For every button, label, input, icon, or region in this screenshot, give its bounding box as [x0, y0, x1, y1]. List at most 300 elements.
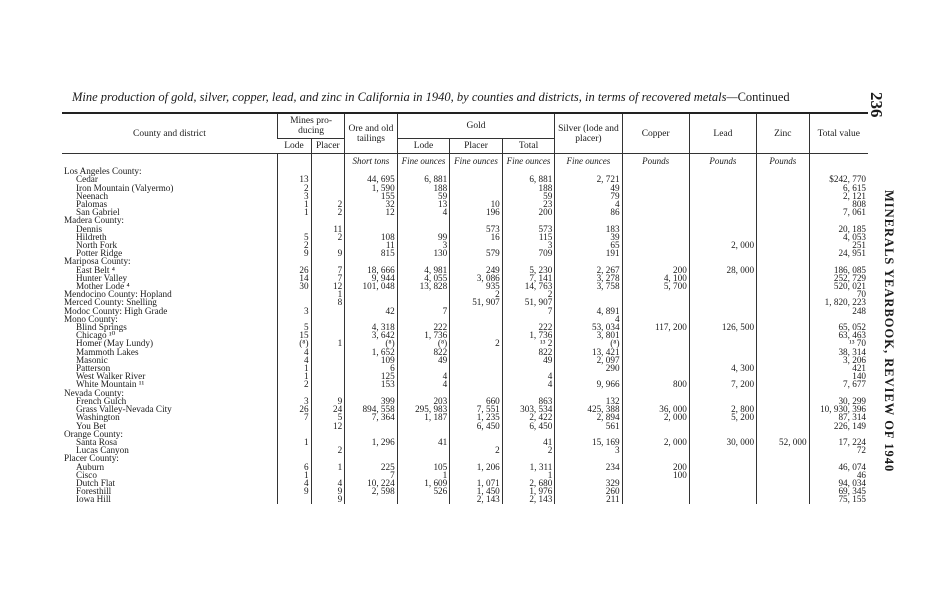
header-silver: Silver (lode and placer)	[555, 113, 622, 154]
table-cell: 709	[502, 249, 555, 257]
table-cell	[622, 298, 689, 306]
table-cell	[757, 298, 810, 306]
table-cell	[757, 479, 810, 487]
table-cell: 2	[311, 208, 345, 216]
table-cell: 303, 534	[502, 405, 555, 413]
table-cell: 10, 224	[345, 479, 398, 487]
table-cell	[397, 364, 450, 372]
table-cell: 660	[450, 397, 503, 405]
table-cell: 290	[555, 364, 622, 372]
table-cell: 28, 000	[689, 266, 756, 274]
table-cell: 561	[555, 422, 622, 430]
table-cell: 16	[450, 233, 503, 241]
table-cell: 26	[277, 405, 311, 413]
table-cell	[757, 339, 810, 347]
table-cell: 1	[311, 339, 345, 347]
table-cell: 3	[555, 446, 622, 454]
table-cell: 42	[345, 307, 398, 315]
table-cell: 41	[397, 438, 450, 446]
table-cell: 2	[450, 339, 503, 347]
table-cell	[689, 225, 756, 233]
table-cell	[622, 307, 689, 315]
table-cell: 3	[277, 307, 311, 315]
table-cell	[689, 192, 756, 200]
table-cell: 203	[397, 397, 450, 405]
table-cell: 188	[397, 184, 450, 192]
table-cell: 46, 074	[809, 463, 868, 471]
table-cell: 69, 345	[809, 487, 868, 495]
unit-cell: Fine ounces	[397, 154, 450, 168]
table-cell	[345, 446, 398, 454]
table-cell: 3	[277, 397, 311, 405]
table-cell: 9	[311, 249, 345, 257]
table-cell	[689, 167, 756, 175]
unit-cell: Pounds	[622, 154, 689, 168]
table-cell	[622, 495, 689, 503]
table-cell	[757, 446, 810, 454]
table-cell: 7	[311, 266, 345, 274]
table-cell	[345, 290, 398, 298]
table-cell: 225	[345, 463, 398, 471]
table-cell: 12	[311, 422, 345, 430]
table-cell: 12	[311, 282, 345, 290]
table-cell: 101, 048	[345, 282, 398, 290]
table-cell: 4	[397, 208, 450, 216]
table-row	[62, 225, 868, 233]
table-cell: 6, 450	[450, 422, 503, 430]
table-cell	[622, 479, 689, 487]
table-cell: 200	[502, 208, 555, 216]
table-cell: 18, 666	[345, 266, 398, 274]
table-cell	[450, 307, 503, 315]
table-cell: 2, 721	[555, 175, 622, 183]
table-cell: 24, 951	[809, 249, 868, 257]
table-cell: 30, 000	[689, 438, 756, 446]
table-cell: 808	[809, 200, 868, 208]
table-cell	[450, 315, 503, 323]
table-cell: 3, 086	[450, 274, 503, 282]
table-cell	[757, 454, 810, 462]
table-row	[62, 184, 868, 192]
table-cell: 13	[277, 175, 311, 183]
table-cell	[311, 380, 345, 388]
table-cell	[622, 348, 689, 356]
table-cell	[622, 446, 689, 454]
table-cell: 5, 200	[689, 413, 756, 421]
table-cell	[689, 422, 756, 430]
table-cell: 4	[555, 200, 622, 208]
table-cell: 4	[502, 380, 555, 388]
table-cell: 1	[311, 290, 345, 298]
table-cell	[622, 331, 689, 339]
table-cell	[397, 446, 450, 454]
table-cell: 13	[397, 200, 450, 208]
table-cell	[277, 422, 311, 430]
table-row	[62, 274, 868, 282]
table-cell: 1, 609	[397, 479, 450, 487]
table-cell	[622, 208, 689, 216]
table-cell: 9	[277, 487, 311, 495]
table-cell	[450, 372, 503, 380]
table-cell: 99	[397, 233, 450, 241]
table-cell: 2, 000	[622, 413, 689, 421]
district-name: Washington	[76, 412, 120, 423]
table-cell	[689, 282, 756, 290]
table-cell: 125	[345, 372, 398, 380]
table-cell	[757, 495, 810, 503]
header-gold-total: Total	[502, 139, 555, 154]
table-cell: 14, 763	[502, 282, 555, 290]
table-cell: 4	[311, 479, 345, 487]
table-cell: 14	[277, 274, 311, 282]
table-cell: 1, 235	[450, 413, 503, 421]
district-name: Hunter Valley	[76, 272, 128, 283]
table-cell: 4	[277, 479, 311, 487]
table-cell: 1, 736	[397, 331, 450, 339]
table-cell	[689, 216, 756, 224]
table-cell: 155	[345, 192, 398, 200]
district-name: Masonic	[76, 354, 108, 365]
table-cell: 4	[397, 372, 450, 380]
table-row	[62, 446, 868, 454]
table-cell	[757, 323, 810, 331]
table-cell: 1, 736	[502, 331, 555, 339]
table-cell	[689, 290, 756, 298]
district-name: Mendocino County: Hopland	[64, 289, 172, 300]
table-cell: 30, 299	[809, 397, 868, 405]
table-cell	[757, 167, 810, 175]
table-cell: $242, 770	[809, 175, 868, 183]
district-name: Modoc County: High Grade	[64, 305, 168, 316]
district-name: Patterson	[76, 363, 111, 374]
table-row	[62, 348, 868, 356]
table-cell	[311, 167, 345, 175]
table-cell	[311, 348, 345, 356]
table-cell: 5	[311, 413, 345, 421]
table-cell	[757, 405, 810, 413]
table-cell: 3	[277, 192, 311, 200]
table-cell: 7, 141	[502, 274, 555, 282]
table-cell	[757, 487, 810, 495]
table-cell: 1	[277, 372, 311, 380]
table-cell: 2, 000	[689, 241, 756, 249]
table-cell	[757, 307, 810, 315]
units-row	[62, 154, 868, 168]
table-row	[62, 282, 868, 290]
table-cell: 49	[397, 356, 450, 364]
table-cell	[757, 184, 810, 192]
table-cell: ¹³ 70	[809, 339, 868, 347]
table-cell: 1, 450	[450, 487, 503, 495]
table-cell	[277, 290, 311, 298]
table-cell	[757, 315, 810, 323]
table-row	[62, 298, 868, 306]
table-cell: 2	[277, 184, 311, 192]
table-cell	[622, 422, 689, 430]
table-cell	[311, 323, 345, 331]
district-name: Potter Ridge	[76, 248, 123, 259]
table-cell	[757, 266, 810, 274]
table-cell: 1	[397, 471, 450, 479]
table-cell: 13, 421	[555, 348, 622, 356]
table-cell: 65	[555, 241, 622, 249]
table-cell: 329	[555, 479, 622, 487]
table-cell	[689, 339, 756, 347]
table-cell	[757, 290, 810, 298]
table-cell: 126, 500	[689, 323, 756, 331]
table-cell: 3, 642	[345, 331, 398, 339]
table-cell: 4	[277, 356, 311, 364]
table-cell: 52, 000	[757, 438, 810, 446]
table-cell: 4, 055	[397, 274, 450, 282]
table-cell	[689, 184, 756, 192]
table-cell	[689, 298, 756, 306]
table-cell: 1	[277, 471, 311, 479]
table-cell: 6, 450	[502, 422, 555, 430]
table-cell	[622, 216, 689, 224]
table-cell	[397, 495, 450, 503]
table-cell: 222	[502, 323, 555, 331]
table-cell	[689, 200, 756, 208]
table-row	[62, 216, 868, 224]
table-row	[62, 495, 868, 503]
table-cell	[311, 184, 345, 192]
table-cell: 11	[311, 225, 345, 233]
table-cell: 26	[277, 266, 311, 274]
table-cell: 87, 314	[809, 413, 868, 421]
table-cell: 10, 930, 396	[809, 405, 868, 413]
table-row	[62, 487, 868, 495]
district-name: White Mountain ¹¹	[76, 379, 145, 390]
table-row	[62, 249, 868, 257]
table-cell	[450, 430, 503, 438]
district-name: Iron Mountain (Valyermo)	[76, 182, 174, 193]
table-cell: 9	[311, 495, 345, 503]
table-cell: 1, 296	[345, 438, 398, 446]
table-cell: 4, 053	[809, 233, 868, 241]
table-cell	[277, 446, 311, 454]
table-cell: 132	[555, 397, 622, 405]
table-cell: 2, 894	[555, 413, 622, 421]
table-cell: 51, 907	[502, 298, 555, 306]
table-cell: 12	[345, 208, 398, 216]
table-row	[62, 192, 868, 200]
table-cell: 3, 801	[555, 331, 622, 339]
table-cell	[757, 175, 810, 183]
district-name: San Gabriel	[76, 207, 120, 218]
unit-cell: Pounds	[689, 154, 756, 168]
table-cell	[311, 356, 345, 364]
table-row	[62, 200, 868, 208]
table-cell: 6	[277, 463, 311, 471]
table-cell: 7, 551	[450, 405, 503, 413]
table-cell: 4, 891	[555, 307, 622, 315]
district-name: Auburn	[76, 461, 105, 472]
table-cell	[757, 208, 810, 216]
table-cell: 15	[277, 331, 311, 339]
table-row	[62, 380, 868, 388]
table-cell: 2, 422	[502, 413, 555, 421]
table-cell	[689, 446, 756, 454]
table-cell	[689, 463, 756, 471]
table-cell: 72	[809, 446, 868, 454]
table-cell	[689, 479, 756, 487]
header-gold: Gold	[397, 113, 555, 139]
table-cell: 935	[450, 282, 503, 290]
unit-cell	[62, 154, 277, 168]
table-cell	[622, 389, 689, 397]
table-row	[62, 479, 868, 487]
district-name: Santa Rosa	[76, 436, 118, 447]
header-gold-lode: Lode	[397, 139, 450, 154]
table-cell: 7	[345, 471, 398, 479]
district-name: Mother Lode ⁴	[76, 281, 130, 292]
table-cell: 2, 121	[809, 192, 868, 200]
table-cell: 1, 071	[450, 479, 503, 487]
table-cell: 2, 800	[689, 405, 756, 413]
table-cell: 200	[622, 266, 689, 274]
table-cell: 9	[311, 397, 345, 405]
table-cell: 7, 200	[689, 380, 756, 388]
table-cell: 1	[277, 200, 311, 208]
table-cell	[397, 298, 450, 306]
table-cell	[689, 389, 756, 397]
table-row	[62, 323, 868, 331]
table-cell	[450, 380, 503, 388]
table-cell: 6, 881	[502, 175, 555, 183]
table-cell: 1	[311, 463, 345, 471]
table-cell: 2, 143	[450, 495, 503, 503]
district-name: Nevada County:	[64, 387, 124, 398]
table-row	[62, 463, 868, 471]
table-cell: 94, 034	[809, 479, 868, 487]
table-cell	[622, 487, 689, 495]
table-cell	[622, 200, 689, 208]
table-cell: 49	[502, 356, 555, 364]
header-mines: Mines pro-ducing	[277, 113, 344, 139]
table-cell: 234	[555, 463, 622, 471]
table-cell: 894, 558	[345, 405, 398, 413]
table-cell	[345, 422, 398, 430]
table-cell: 7	[502, 307, 555, 315]
table-cell: 4	[555, 315, 622, 323]
table-row	[62, 364, 868, 372]
table-cell	[397, 216, 450, 224]
table-row	[62, 413, 868, 421]
table-cell	[450, 167, 503, 175]
table-cell: 2, 267	[555, 266, 622, 274]
table-cell	[757, 356, 810, 364]
table-row	[62, 339, 868, 347]
table-cell	[689, 495, 756, 503]
table-cell: 200	[622, 463, 689, 471]
table-cell	[450, 348, 503, 356]
table-cell: 579	[450, 249, 503, 257]
table-cell: ¹³ 2	[502, 339, 555, 347]
table-cell	[689, 487, 756, 495]
table-cell	[757, 372, 810, 380]
table-cell	[757, 249, 810, 257]
district-name: Mono County:	[64, 313, 118, 324]
district-name: Orange County:	[64, 428, 123, 439]
table-cell: 2	[311, 233, 345, 241]
table-cell: 70	[809, 290, 868, 298]
table-row	[62, 241, 868, 249]
table-cell: 7	[397, 307, 450, 315]
header-lead: Lead	[689, 113, 756, 154]
table-cell: 815	[345, 249, 398, 257]
district-name: Mammoth Lakes	[76, 346, 139, 357]
table-cell	[689, 175, 756, 183]
table-cell: 2, 680	[502, 479, 555, 487]
table-cell: 109	[345, 356, 398, 364]
table-cell	[757, 257, 810, 265]
header-ore: Ore and old tailings	[345, 113, 398, 154]
district-name: French Gulch	[76, 395, 127, 406]
table-cell: 249	[450, 266, 503, 274]
table-row	[62, 266, 868, 274]
table-cell: 24	[311, 405, 345, 413]
district-name: Mariposa County:	[64, 256, 131, 267]
table-cell: 191	[555, 249, 622, 257]
table-cell: 130	[397, 249, 450, 257]
production-table	[62, 112, 868, 504]
table-cell: 260	[555, 487, 622, 495]
table-cell: 2, 097	[555, 356, 622, 364]
table-cell	[757, 192, 810, 200]
table-row	[62, 389, 868, 397]
table-cell: (⁸)	[397, 339, 450, 347]
table-cell	[757, 422, 810, 430]
caption-main: Mine production of gold, silver, copper, lead, and zinc in California in 1940, by counties and districts, in terms of recovered metals—	[72, 90, 738, 104]
table-row	[62, 454, 868, 462]
table-cell: 7	[277, 413, 311, 421]
table-cell: 117, 200	[622, 323, 689, 331]
table-cell: 1	[277, 438, 311, 446]
table-cell	[689, 307, 756, 315]
table-cell: 9, 966	[555, 380, 622, 388]
table-cell	[277, 216, 311, 224]
table-cell	[757, 380, 810, 388]
table-cell: (⁸)	[555, 339, 622, 347]
table-row	[62, 438, 868, 446]
table-cell: 1	[502, 471, 555, 479]
district-name: Los Angeles County:	[64, 166, 142, 177]
table-cell: 79	[555, 192, 622, 200]
table-cell: 1	[277, 208, 311, 216]
table-cell: 4	[502, 372, 555, 380]
header-total-value: Total value	[809, 113, 868, 154]
table-row	[62, 331, 868, 339]
table-cell	[689, 348, 756, 356]
table-cell: 3	[397, 241, 450, 249]
table-cell: 7, 061	[809, 208, 868, 216]
table-cell: 4, 100	[622, 274, 689, 282]
table-cell	[757, 225, 810, 233]
table-cell	[397, 290, 450, 298]
table-cell: 251	[809, 241, 868, 249]
table-cell: 20, 185	[809, 225, 868, 233]
table-cell: 399	[345, 397, 398, 405]
table-cell: 105	[397, 463, 450, 471]
table-cell: 36, 000	[622, 405, 689, 413]
table-cell: 44, 695	[345, 175, 398, 183]
table-cell: 59	[397, 192, 450, 200]
table-cell: 17, 224	[809, 438, 868, 446]
caption-continued: Continued	[737, 90, 790, 104]
district-name: You Bet	[76, 420, 106, 431]
table-cell	[450, 184, 503, 192]
